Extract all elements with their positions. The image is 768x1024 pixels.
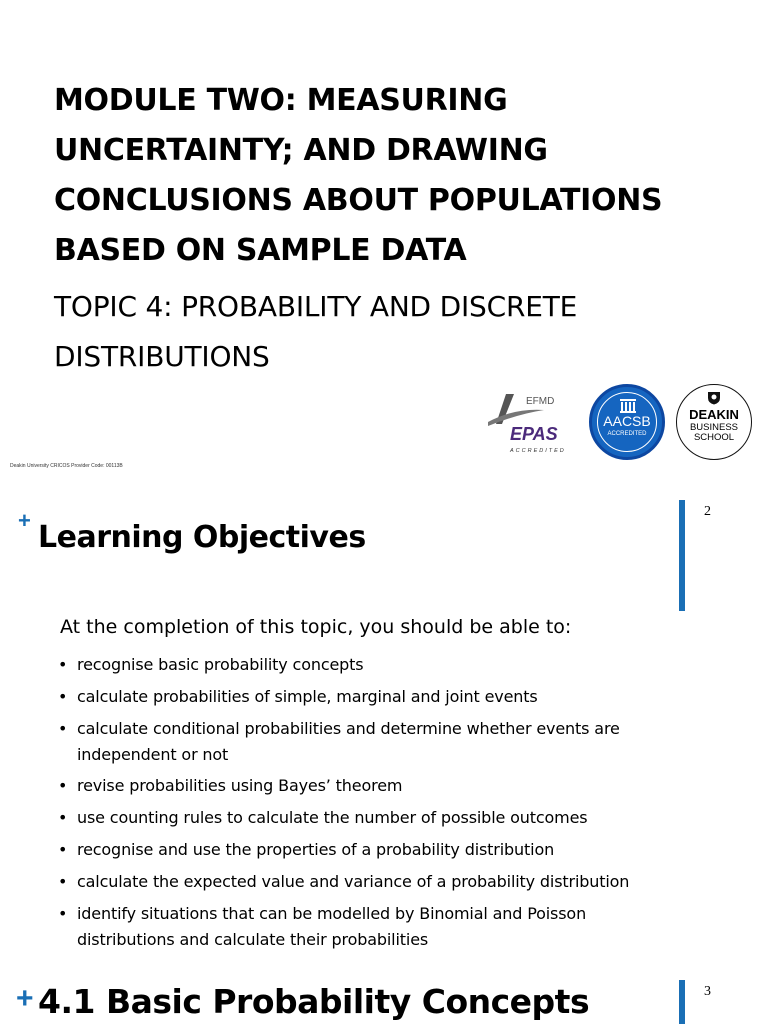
list-item: • use counting rules to calculate the number of possible outcomes xyxy=(58,805,688,831)
list-item: • recognise and use the properties of a probability distribution xyxy=(58,837,688,863)
aacsb-name: AACSB xyxy=(603,413,651,429)
aacsb-sub: ACCREDITED xyxy=(607,431,647,437)
list-item: • calculate conditional probabilities and determine whether events are independent or not xyxy=(58,716,688,768)
slide-title: Learning Objectives xyxy=(38,520,366,555)
svg-text:EPAS: EPAS xyxy=(510,424,558,444)
aacsb-logo xyxy=(589,384,665,460)
svg-text:ACCREDITED: ACCREDITED xyxy=(510,448,566,454)
slide-number: 3 xyxy=(704,984,711,999)
cricos-notice: Deakin University CRICOS Provider Code: 00113B xyxy=(10,463,123,469)
crest-icon xyxy=(707,391,721,405)
svg-text:EFMD: EFMD xyxy=(526,396,555,407)
plus-icon: + xyxy=(18,508,31,533)
list-item: • revise probabilities using Bayes’ theorem xyxy=(58,773,688,799)
intro-text: At the completion of this topic, you should be able to: xyxy=(60,616,572,638)
basic-probability-slide xyxy=(0,958,768,1024)
list-item: • calculate probabilities of simple, marginal and joint events xyxy=(58,684,688,710)
pillars-icon xyxy=(620,399,636,413)
module-title: MODULE TWO: MEASURING UNCERTAINTY; AND DRAWING CONCLUSIONS ABOUT POPULATIONS BASED ON SAMPLE DATA xyxy=(54,83,663,268)
accent-bar xyxy=(679,500,685,611)
objectives-list xyxy=(58,652,688,958)
learning-objectives-slide xyxy=(0,478,768,958)
title-slide xyxy=(0,0,768,478)
deakin-sub: BUSINESS SCHOOL xyxy=(689,422,739,443)
deakin-name: DEAKIN xyxy=(689,407,739,422)
plus-icon: + xyxy=(16,982,34,1015)
deakin-logo xyxy=(676,384,752,460)
slide-number: 2 xyxy=(704,504,711,519)
list-item: • identify situations that can be modelled by Binomial and Poisson distributions and calculate their probabilities xyxy=(58,901,688,953)
topic-title: TOPIC 4: PROBABILITY AND DISCRETE DISTRIBUTIONS xyxy=(54,290,578,373)
list-item: • calculate the expected value and variance of a probability distribution xyxy=(58,869,688,895)
accent-bar xyxy=(679,980,685,1024)
list-item: • recognise basic probability concepts xyxy=(58,652,688,678)
efmd-epas-logo xyxy=(484,390,576,456)
slide-title: 4.1 Basic Probability Concepts xyxy=(38,982,590,1021)
accreditation-logos xyxy=(484,382,760,466)
